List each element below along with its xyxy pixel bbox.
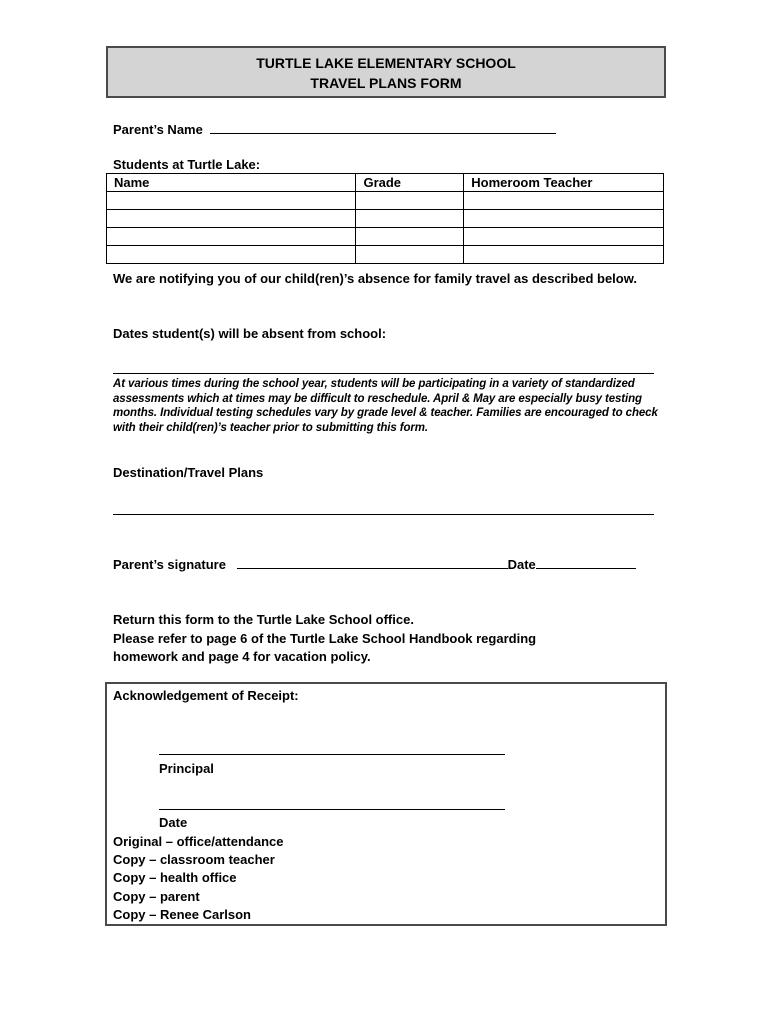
list-item: Copy – parent (113, 888, 200, 904)
dates-absent-label: Dates student(s) will be absent from school: (113, 326, 387, 341)
student-grade-cell[interactable] (356, 192, 464, 210)
return-line: Please refer to page 6 of the Turtle Lake School Handbook regarding (113, 630, 537, 646)
school-name: TURTLE LAKE ELEMENTARY SCHOOL (256, 55, 516, 71)
signature-field[interactable] (237, 556, 508, 569)
student-name-cell[interactable] (107, 228, 356, 246)
testing-note: At various times during the school year, students will be participating in a variety of standardized assessments which at times may be difficult to reschedule. April & May are especially busy testing months. Individual testing schedules vary by grade level & teacher. Families are encouraged to check with their child(ren)’s teacher prior to submitting this form. (113, 378, 658, 434)
signature-row (113, 556, 636, 572)
student-name-cell[interactable] (107, 210, 356, 228)
table-header-row (107, 174, 664, 192)
destination-field[interactable] (113, 514, 654, 515)
list-item: Copy – Renee Carlson (113, 906, 251, 922)
principal-signature-field[interactable] (159, 754, 505, 755)
list-item: Copy – classroom teacher (113, 852, 275, 868)
table-row (107, 228, 664, 246)
students-label: Students at Turtle Lake: (113, 157, 261, 172)
column-header-name: Name (107, 174, 356, 192)
parent-name-row (113, 121, 556, 137)
table-row (107, 192, 664, 210)
signature-date-label: Date (507, 557, 536, 572)
student-grade-cell[interactable] (356, 228, 464, 246)
column-header-homeroom-teacher: Homeroom Teacher (464, 174, 664, 192)
notify-text: We are notifying you of our child(ren)’s absence for family travel as described below. (113, 271, 637, 286)
dates-absent-field[interactable] (113, 373, 654, 374)
acknowledgement-box (105, 682, 667, 926)
return-line: Return this form to the Turtle Lake School office. (113, 612, 414, 627)
list-item: Copy – health office (113, 870, 237, 886)
parent-name-label: Parent’s Name (113, 122, 203, 137)
student-grade-cell[interactable] (356, 210, 464, 228)
student-teacher-cell[interactable] (464, 192, 664, 210)
student-name-cell[interactable] (107, 246, 356, 264)
student-grade-cell[interactable] (356, 246, 464, 264)
receipt-date-field[interactable] (159, 809, 505, 810)
student-teacher-cell[interactable] (464, 246, 664, 264)
return-line: homework and page 4 for vacation policy. (113, 649, 371, 664)
student-teacher-cell[interactable] (464, 210, 664, 228)
form-title: TRAVEL PLANS FORM (310, 75, 462, 91)
student-teacher-cell[interactable] (464, 228, 664, 246)
table-row (107, 210, 664, 228)
destination-label: Destination/Travel Plans (113, 465, 264, 480)
signature-date-field[interactable] (536, 556, 636, 569)
copy-distribution-list (113, 833, 284, 924)
table-row (107, 246, 664, 264)
student-name-cell[interactable] (107, 192, 356, 210)
parent-name-field[interactable] (210, 121, 556, 134)
acknowledgement-title: Acknowledgement of Receipt: (113, 688, 299, 703)
signature-label: Parent’s signature (113, 557, 226, 572)
receipt-date-label: Date (159, 815, 188, 830)
column-header-grade: Grade (356, 174, 464, 192)
principal-label: Principal (159, 761, 214, 776)
students-table (106, 173, 664, 264)
form-header (106, 46, 666, 98)
list-item: Original – office/attendance (113, 834, 284, 849)
return-instructions (113, 611, 536, 667)
